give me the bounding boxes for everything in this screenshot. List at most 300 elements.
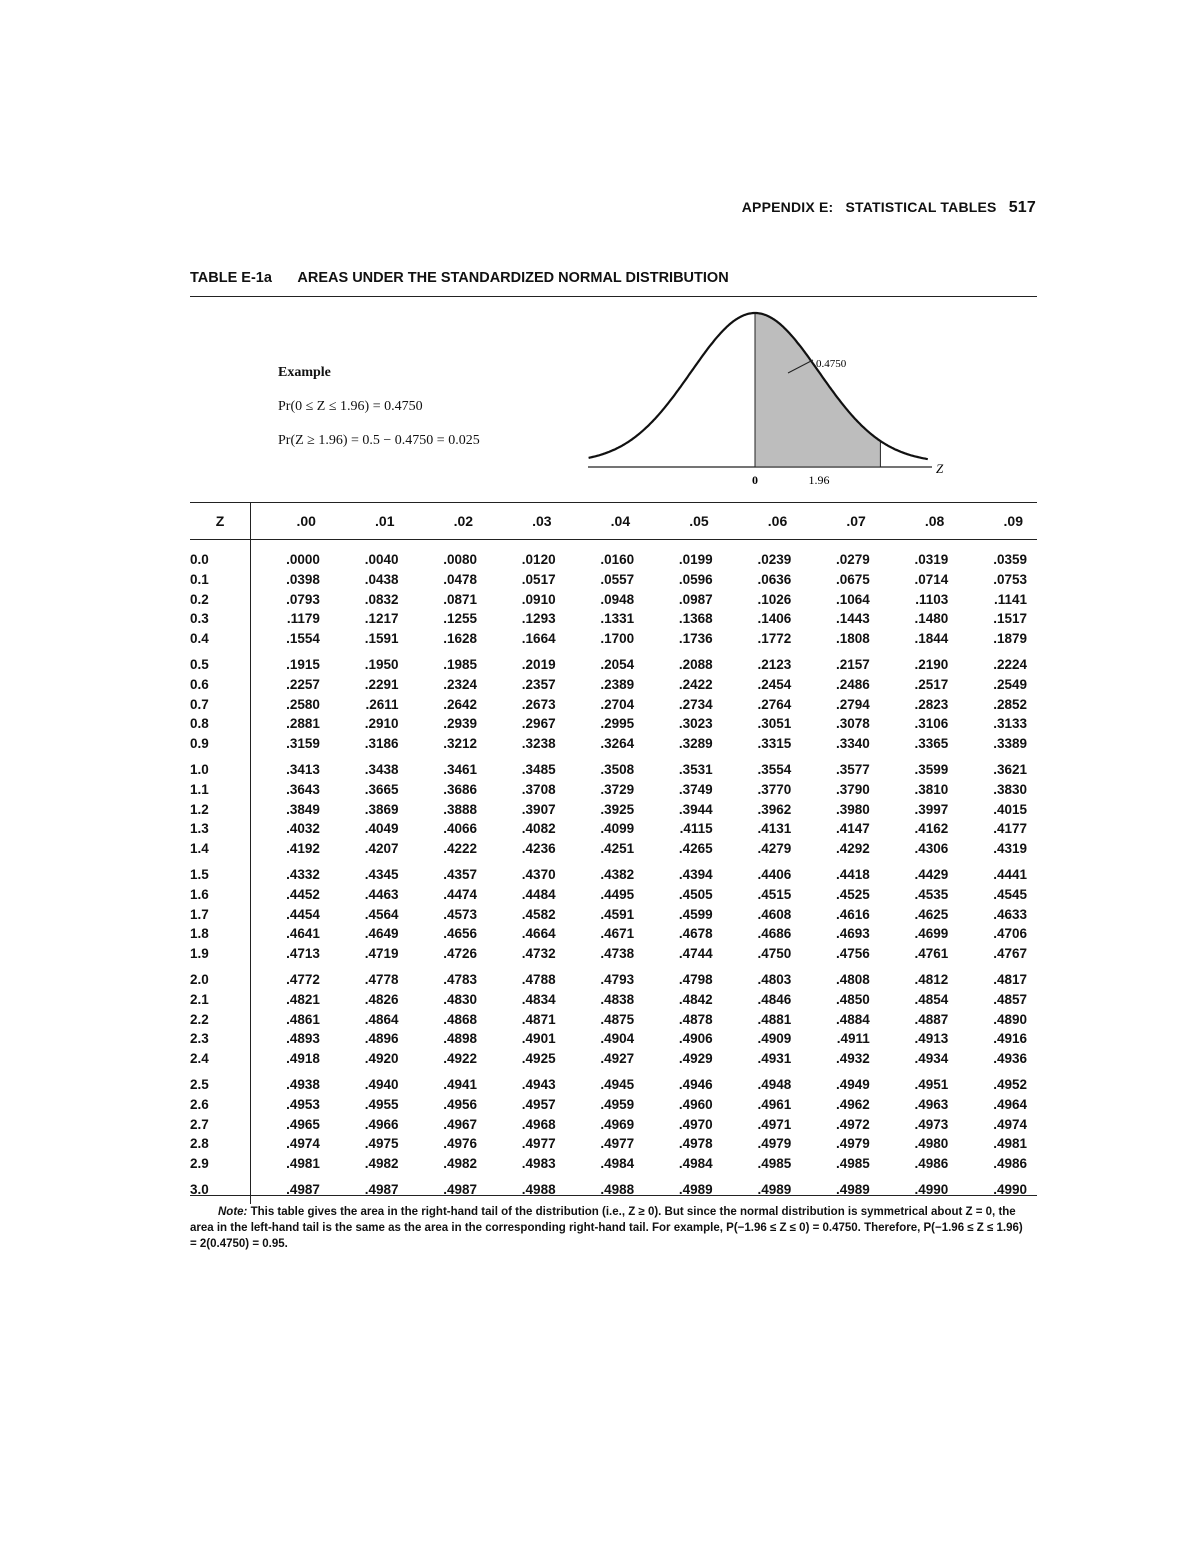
area-value-cell: .4893 <box>286 1031 320 1047</box>
z-value-cell: 2.2 <box>190 1010 251 1030</box>
normal-curve-figure <box>580 305 960 495</box>
area-value-cell: .3686 <box>443 781 478 797</box>
area-value-cell: .4131 <box>757 821 792 837</box>
area-value-cell: .3888 <box>443 801 478 817</box>
area-value-cell: .4920 <box>364 1051 399 1067</box>
area-value-cell: .4984 <box>678 1156 713 1172</box>
area-value-cell: .4706 <box>993 926 1027 942</box>
area-value-cell: .4625 <box>914 906 949 922</box>
column-header: .01 <box>330 503 409 540</box>
area-value-cell: .4463 <box>364 886 399 902</box>
area-value-cell: .4115 <box>679 821 713 837</box>
area-value-cell: .4945 <box>600 1076 635 1092</box>
area-value-cell: .3078 <box>835 716 870 732</box>
area-value-cell: .3023 <box>678 716 713 732</box>
area-value-cell: .3531 <box>678 761 713 777</box>
z-value-cell: 2.4 <box>190 1049 251 1069</box>
area-value-cell: .4932 <box>835 1051 870 1067</box>
area-value-cell: .4987 <box>443 1181 478 1197</box>
section-label: STATISTICAL TABLES <box>845 199 997 215</box>
area-value-cell: .3621 <box>993 761 1027 777</box>
area-value-cell: .2389 <box>600 676 635 692</box>
area-value-cell: .0120 <box>521 552 556 567</box>
area-value-cell: .4429 <box>914 866 949 882</box>
area-value-cell: .3289 <box>678 736 713 752</box>
area-value-cell: .4812 <box>914 971 949 987</box>
area-value-cell: .4319 <box>993 841 1027 857</box>
table-row <box>190 714 1037 734</box>
area-value-cell: .4972 <box>835 1116 870 1132</box>
area-value-cell: .3907 <box>521 801 556 817</box>
area-value-cell: .4979 <box>835 1136 870 1152</box>
area-value-cell: .4985 <box>757 1156 792 1172</box>
area-value-cell: .3830 <box>993 781 1027 797</box>
area-value-cell: .2324 <box>443 676 478 692</box>
z-value-cell: 2.1 <box>190 990 251 1010</box>
area-value-cell: .3944 <box>678 801 713 817</box>
table-note <box>190 1204 1030 1252</box>
area-value-cell: .4967 <box>443 1116 478 1132</box>
example-heading: Example <box>278 365 331 380</box>
header-row <box>190 503 1037 540</box>
area-value-cell: .2995 <box>600 716 635 732</box>
area-value-cell: .4719 <box>364 946 399 962</box>
area-value-cell: .4929 <box>678 1051 713 1067</box>
area-value-cell: .2939 <box>443 716 478 732</box>
table-body <box>190 540 1037 1204</box>
area-value-cell: .4956 <box>443 1096 478 1112</box>
area-value-cell: .3340 <box>835 736 870 752</box>
area-value-cell: .4236 <box>521 841 556 857</box>
area-value-cell: .2642 <box>443 696 478 712</box>
area-value-cell: .1844 <box>914 631 949 647</box>
example-line-1: Pr(0 ≤ Z ≤ 1.96) = 0.4750 <box>278 399 423 414</box>
area-value-cell: .4960 <box>678 1096 713 1112</box>
area-value-cell: .4938 <box>286 1076 320 1092</box>
z-value-cell: 0.4 <box>190 629 251 649</box>
table-row <box>190 819 1037 839</box>
z-column-header: Z <box>190 503 251 540</box>
table-row <box>190 1115 1037 1135</box>
area-value-cell: .4418 <box>835 866 870 882</box>
area-value-cell: .4738 <box>600 946 635 962</box>
area-value-cell: .4974 <box>993 1116 1027 1132</box>
table-row <box>190 964 1037 990</box>
area-value-cell: .3869 <box>364 801 399 817</box>
area-value-cell: .3599 <box>914 761 949 777</box>
area-value-cell: .4904 <box>600 1031 635 1047</box>
area-value-cell: .4817 <box>993 971 1027 987</box>
area-value-cell: .4913 <box>914 1031 949 1047</box>
area-value-cell: .0239 <box>757 552 792 567</box>
area-value-cell: .0478 <box>443 571 478 587</box>
example-line-2: Pr(Z ≥ 1.96) = 0.5 − 0.4750 = 0.025 <box>278 433 480 448</box>
table-row <box>190 924 1037 944</box>
area-value-cell: .2580 <box>286 696 320 712</box>
z-table <box>190 503 1037 1204</box>
area-value-cell: .0753 <box>993 571 1027 587</box>
area-value-cell: .4564 <box>364 906 399 922</box>
area-value-cell: .4207 <box>364 841 399 857</box>
area-value-cell: .4251 <box>600 841 635 857</box>
area-value-cell: .4678 <box>678 926 713 942</box>
column-header: .02 <box>409 503 488 540</box>
area-value-cell: .4656 <box>443 926 478 942</box>
area-value-cell: .4959 <box>600 1096 635 1112</box>
area-value-cell: .3849 <box>286 801 320 817</box>
area-value-cell: .0160 <box>600 552 635 567</box>
table-row <box>190 609 1037 629</box>
area-value-cell: .4788 <box>521 971 556 987</box>
area-value-cell: .2224 <box>993 656 1027 672</box>
column-header: .03 <box>487 503 566 540</box>
table-row <box>190 800 1037 820</box>
z-value-cell: 0.1 <box>190 570 251 590</box>
area-value-cell: .0319 <box>914 552 949 567</box>
area-value-cell: .4484 <box>521 886 556 902</box>
area-label: 0.4750 <box>816 358 847 370</box>
area-value-cell: .2422 <box>678 676 713 692</box>
area-value-cell: .2881 <box>286 716 320 732</box>
area-value-cell: .3133 <box>993 716 1027 732</box>
area-value-cell: .4846 <box>757 991 792 1007</box>
area-value-cell: .0793 <box>286 591 320 607</box>
area-value-cell: .4977 <box>600 1136 635 1152</box>
area-value-cell: .2734 <box>678 696 713 712</box>
column-header: .04 <box>566 503 645 540</box>
area-value-cell: .1064 <box>835 591 870 607</box>
area-value-cell: .4726 <box>443 946 478 962</box>
area-value-cell: .4988 <box>600 1181 635 1197</box>
column-header: .09 <box>958 503 1037 540</box>
area-value-cell: .4345 <box>364 866 399 882</box>
area-value-cell: .1950 <box>364 656 399 672</box>
z-value-cell: 0.8 <box>190 714 251 734</box>
area-value-cell: .0987 <box>678 591 713 607</box>
table-row <box>190 859 1037 885</box>
z-value-cell: 1.7 <box>190 905 251 925</box>
area-value-cell: .1179 <box>286 611 320 627</box>
area-value-cell: .4922 <box>443 1051 478 1067</box>
area-value-cell: .2291 <box>364 676 399 692</box>
area-value-cell: .2823 <box>914 696 949 712</box>
area-value-cell: .4887 <box>914 1011 949 1027</box>
area-value-cell: .4953 <box>286 1096 320 1112</box>
area-value-cell: .4911 <box>836 1031 870 1047</box>
area-value-cell: .4965 <box>286 1116 320 1132</box>
area-value-cell: .4394 <box>678 866 713 882</box>
area-value-cell: .4744 <box>678 946 713 962</box>
area-value-cell: .4454 <box>286 906 320 922</box>
area-value-cell: .1217 <box>364 611 399 627</box>
area-value-cell: .4981 <box>993 1136 1027 1152</box>
area-value-cell: .4838 <box>600 991 635 1007</box>
table-row <box>190 629 1037 649</box>
area-value-cell: .4901 <box>521 1031 556 1047</box>
table-row <box>190 675 1037 695</box>
area-value-cell: .4982 <box>364 1156 399 1172</box>
area-value-cell: .4948 <box>757 1076 792 1092</box>
area-value-cell: .2486 <box>835 676 870 692</box>
area-value-cell: .4545 <box>993 886 1027 902</box>
area-value-cell: .4861 <box>286 1011 320 1027</box>
area-value-cell: .4934 <box>914 1051 949 1067</box>
area-value-cell: .4936 <box>993 1051 1027 1067</box>
area-value-cell: .2454 <box>757 676 792 692</box>
area-value-cell: .0910 <box>521 591 556 607</box>
area-value-cell: .1554 <box>286 631 320 647</box>
area-value-cell: .1103 <box>915 591 949 607</box>
area-value-cell: .4306 <box>914 841 949 857</box>
z-value-cell: 2.0 <box>190 964 251 990</box>
table-row <box>190 1010 1037 1030</box>
table-row <box>190 754 1037 780</box>
area-value-cell: .0438 <box>364 571 399 587</box>
area-value-cell: .4515 <box>757 886 792 902</box>
area-value-cell: .4406 <box>757 866 792 882</box>
area-value-cell: .4452 <box>286 886 320 902</box>
z-value-cell: 1.0 <box>190 754 251 780</box>
table-row <box>190 905 1037 925</box>
area-value-cell: .2852 <box>993 696 1027 712</box>
area-value-cell: .4857 <box>993 991 1027 1007</box>
area-value-cell: .3643 <box>286 781 320 797</box>
area-value-cell: .3389 <box>993 736 1027 752</box>
area-value-cell: .4772 <box>286 971 320 987</box>
z-value-cell: 0.2 <box>190 590 251 610</box>
column-header: .05 <box>644 503 723 540</box>
area-value-cell: .3212 <box>443 736 478 752</box>
area-value-cell: .3315 <box>757 736 792 752</box>
area-value-cell: .2019 <box>521 656 556 672</box>
z-value-cell: 0.0 <box>190 540 251 570</box>
area-value-cell: .4591 <box>600 906 635 922</box>
area-value-cell: .4495 <box>600 886 635 902</box>
area-value-cell: .4793 <box>600 971 635 987</box>
area-value-cell: .4906 <box>678 1031 713 1047</box>
area-value-cell: .3577 <box>835 761 870 777</box>
area-value-cell: .2967 <box>521 716 556 732</box>
area-value-cell: .4756 <box>835 946 870 962</box>
z-value-cell: 2.8 <box>190 1134 251 1154</box>
z-value-cell: 0.6 <box>190 675 251 695</box>
area-value-cell: .4066 <box>443 821 478 837</box>
area-value-cell: .4898 <box>443 1031 478 1047</box>
table-row <box>190 1069 1037 1095</box>
area-value-cell: .1406 <box>757 611 792 627</box>
area-value-cell: .4909 <box>757 1031 792 1047</box>
area-value-cell: .4925 <box>521 1051 556 1067</box>
area-value-cell: .4982 <box>443 1156 478 1172</box>
area-value-cell: .4878 <box>678 1011 713 1027</box>
table-heading: AREAS UNDER THE STANDARDIZED NORMAL DISTRIBUTION <box>297 270 729 286</box>
area-value-cell: .4989 <box>835 1181 870 1197</box>
area-value-cell: .1664 <box>521 631 556 647</box>
area-value-cell: .0871 <box>443 591 478 607</box>
z-value-cell: 2.9 <box>190 1154 251 1174</box>
area-value-cell: .2517 <box>914 676 949 692</box>
area-value-cell: .4990 <box>914 1181 949 1197</box>
area-value-cell: .4798 <box>678 971 713 987</box>
area-value-cell: .4177 <box>993 821 1027 837</box>
area-value-cell: .4981 <box>286 1156 320 1172</box>
area-value-cell: .4964 <box>993 1096 1027 1112</box>
area-value-cell: .3925 <box>600 801 635 817</box>
area-value-cell: .3413 <box>286 761 320 777</box>
z-value-cell: 2.5 <box>190 1069 251 1095</box>
area-value-cell: .4761 <box>914 946 949 962</box>
table-row <box>190 734 1037 754</box>
z-table-container <box>190 503 1037 1204</box>
area-value-cell: .2704 <box>600 696 635 712</box>
area-value-cell: .3051 <box>757 716 792 732</box>
area-value-cell: .4979 <box>757 1136 792 1152</box>
table-row <box>190 944 1037 964</box>
area-value-cell: .4963 <box>914 1096 949 1112</box>
area-value-cell: .3186 <box>364 736 399 752</box>
column-header: .06 <box>723 503 802 540</box>
area-value-cell: .4664 <box>521 926 556 942</box>
table-bottom-rule <box>190 1195 1037 1196</box>
area-value-cell: .4986 <box>914 1156 949 1172</box>
area-value-cell: .1517 <box>993 611 1027 627</box>
area-value-cell: .4599 <box>678 906 713 922</box>
area-value-cell: .4147 <box>835 821 870 837</box>
area-value-cell: .4162 <box>914 821 949 837</box>
tick-zero: 0 <box>752 473 758 487</box>
area-value-cell: .4842 <box>678 991 713 1007</box>
area-value-cell: .4357 <box>443 866 478 882</box>
area-value-cell: .4990 <box>993 1181 1027 1197</box>
z-value-cell: 0.5 <box>190 649 251 675</box>
area-value-cell: .4896 <box>364 1031 399 1047</box>
area-value-cell: .4850 <box>835 991 870 1007</box>
area-value-cell: .4616 <box>835 906 870 922</box>
area-value-cell: .4474 <box>443 886 478 902</box>
appendix-label: APPENDIX E: <box>741 199 834 215</box>
area-value-cell: .4988 <box>521 1181 556 1197</box>
area-value-cell: .0517 <box>521 571 556 587</box>
area-value-cell: .4332 <box>286 866 320 882</box>
area-value-cell: .1628 <box>443 631 478 647</box>
area-value-cell: .3729 <box>600 781 635 797</box>
area-value-cell: .4884 <box>835 1011 870 1027</box>
area-value-cell: .4693 <box>835 926 870 942</box>
table-title <box>190 270 729 286</box>
area-value-cell: .2123 <box>757 656 792 672</box>
area-value-cell: .4049 <box>364 821 399 837</box>
area-value-cell: .4940 <box>364 1076 399 1092</box>
area-value-cell: .4943 <box>521 1076 556 1092</box>
area-value-cell: .1255 <box>443 611 478 627</box>
area-value-cell: .4957 <box>521 1096 556 1112</box>
area-value-cell: .4931 <box>757 1051 792 1067</box>
area-value-cell: .1879 <box>993 631 1027 647</box>
area-value-cell: .4382 <box>600 866 635 882</box>
area-value-cell: .0359 <box>993 552 1027 567</box>
table-row <box>190 570 1037 590</box>
area-value-cell: .4750 <box>757 946 792 962</box>
area-value-cell: .1736 <box>678 631 713 647</box>
area-value-cell: .0000 <box>286 552 320 567</box>
area-value-cell: .1700 <box>600 631 635 647</box>
area-value-cell: .2764 <box>757 696 792 712</box>
area-value-cell: .3264 <box>600 736 635 752</box>
table-row <box>190 1174 1037 1204</box>
table-row <box>190 1029 1037 1049</box>
area-value-cell: .2794 <box>835 696 870 712</box>
shaded-area <box>755 313 880 467</box>
area-value-cell: .1808 <box>835 631 870 647</box>
z-value-cell: 1.5 <box>190 859 251 885</box>
area-value-cell: .4292 <box>835 841 870 857</box>
area-value-cell: .4265 <box>678 841 713 857</box>
area-value-cell: .0948 <box>600 591 635 607</box>
area-value-cell: .3980 <box>835 801 870 817</box>
example-box <box>278 356 480 458</box>
area-value-cell: .4864 <box>364 1011 399 1027</box>
area-value-cell: .4032 <box>286 821 320 837</box>
z-value-cell: 1.9 <box>190 944 251 964</box>
table-row <box>190 990 1037 1010</box>
area-value-cell: .2673 <box>521 696 556 712</box>
area-value-cell: .4916 <box>993 1031 1027 1047</box>
area-value-cell: .4099 <box>600 821 635 837</box>
z-value-cell: 0.9 <box>190 734 251 754</box>
area-value-cell: .4573 <box>443 906 478 922</box>
area-value-cell: .2357 <box>521 676 556 692</box>
area-value-cell: .3770 <box>757 781 792 797</box>
area-value-cell: .2549 <box>993 676 1027 692</box>
area-value-cell: .4974 <box>286 1136 320 1152</box>
area-value-cell: .3665 <box>364 781 399 797</box>
table-row <box>190 1154 1037 1174</box>
area-value-cell: .4989 <box>757 1181 792 1197</box>
area-value-cell: .3790 <box>835 781 870 797</box>
area-value-cell: .4875 <box>600 1011 635 1027</box>
area-value-cell: .2054 <box>600 656 635 672</box>
area-value-cell: .4192 <box>286 841 320 857</box>
area-value-cell: .4973 <box>914 1116 949 1132</box>
area-value-cell: .0040 <box>364 552 399 567</box>
area-value-cell: .0714 <box>914 571 949 587</box>
area-value-cell: .1141 <box>993 591 1027 607</box>
area-value-cell: .3438 <box>364 761 399 777</box>
table-row <box>190 1095 1037 1115</box>
area-value-cell: .4778 <box>364 971 399 987</box>
area-value-cell: .4966 <box>364 1116 399 1132</box>
area-value-cell: .4015 <box>993 801 1027 817</box>
area-value-cell: .4962 <box>835 1096 870 1112</box>
area-value-cell: .1443 <box>835 611 870 627</box>
z-value-cell: 2.6 <box>190 1095 251 1115</box>
note-text: This table gives the area in the right-hand tail of the distribution (i.e., Z ≥ 0). But since the normal distribution is symmetrical about Z = 0, the area in the left-hand tail is the same as the area in the corresponding right-hand tail. For example, P(−1.96 ≤ Z ≤ 0) = 0.4750. Therefore, P(−1.96 ≤ Z ≤ 1.96) = 2(0.4750) = 0.95. <box>190 1206 1023 1250</box>
area-value-cell: .4686 <box>757 926 792 942</box>
area-value-cell: .4608 <box>757 906 792 922</box>
area-value-cell: .4976 <box>443 1136 478 1152</box>
area-value-cell: .1772 <box>757 631 792 647</box>
area-value-cell: .2910 <box>364 716 399 732</box>
area-value-cell: .4713 <box>286 946 320 962</box>
area-value-cell: .4803 <box>757 971 792 987</box>
title-rule <box>190 296 1037 297</box>
area-value-cell: .4890 <box>993 1011 1027 1027</box>
area-value-cell: .4986 <box>993 1156 1027 1172</box>
table-label: TABLE E-1a <box>190 270 272 286</box>
area-value-cell: .4582 <box>521 906 556 922</box>
area-value-cell: .4989 <box>678 1181 713 1197</box>
area-value-cell: .4441 <box>993 866 1027 882</box>
